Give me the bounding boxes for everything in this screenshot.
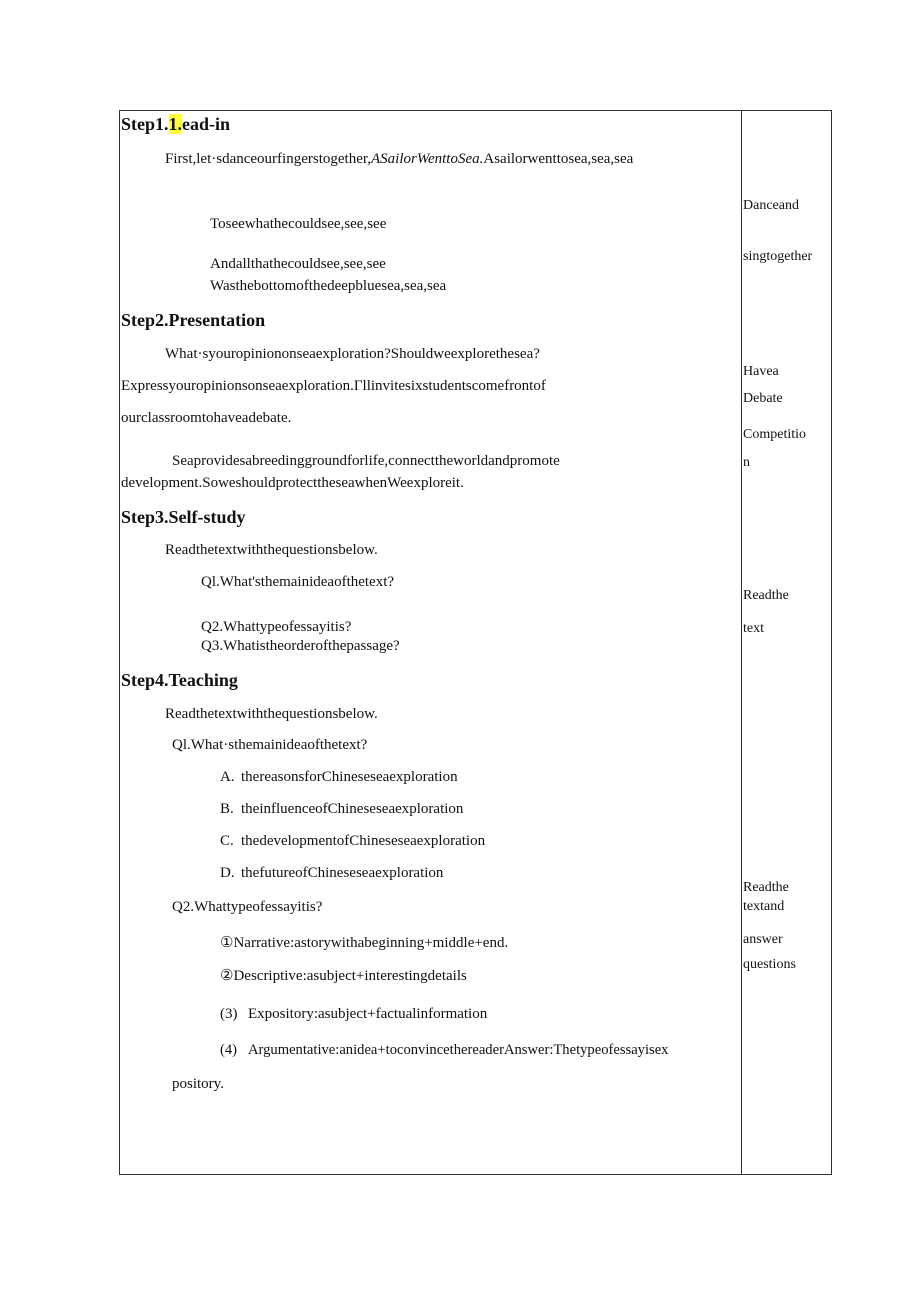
option-item: C. thedevelopmentofChineseseaexploration [220, 833, 486, 849]
activity-note: questions [743, 957, 796, 972]
step2-paragraph: Seaprovidesabreedinggroundforlife,connecttheworldandpromote [172, 453, 560, 469]
activity-note: Readthe [743, 880, 789, 895]
step1-heading: Step1.1.ead-in [121, 114, 231, 134]
column-divider [741, 110, 742, 1175]
essay-type-item: (4) Argumentative:anidea+toconvincethereaderAnswer:Thetypeofessayisex [220, 1042, 669, 1058]
highlighted-text: 1. [168, 114, 183, 134]
step4-heading: Step4.Teaching [121, 670, 238, 690]
option-item: D. thefutureofChineseseaexploration [220, 865, 444, 881]
essay-type-item: ②Descriptive:asubject+interestingdetails [220, 968, 467, 984]
step4-intro: Readthetextwiththequestionsbelow. [165, 706, 378, 722]
question: Ql.What·sthemainideaofthetext? [172, 737, 368, 753]
activity-note: Competitio [743, 427, 806, 442]
activity-note: text [743, 621, 764, 636]
activity-note: Havea [743, 364, 779, 379]
step3-heading: Step3.Self-study [121, 507, 246, 527]
activity-note: answer [743, 932, 783, 947]
lyric-line: Toseewhathecouldsee,see,see [210, 216, 387, 232]
activity-note: Danceand [743, 198, 799, 213]
lyric-line: Andallthathecouldsee,see,see [210, 256, 386, 272]
step2-paragraph: development.SoweshouldprotecttheseawhenWeexploreit. [121, 475, 464, 491]
activity-note: singtogether [743, 249, 813, 264]
step1-intro: First,let·sdanceourfingerstogether,ASailorWenttoSea.Asailorwenttosea,sea,sea [165, 151, 634, 167]
essay-type-item: (3) Expository:asubject+factualinformation [220, 1006, 488, 1022]
answer-continuation: pository. [172, 1076, 224, 1092]
step3-intro: Readthetextwiththequestionsbelow. [165, 542, 378, 558]
option-item: A. thereasonsforChineseseaexploration [220, 769, 458, 785]
essay-type-item: ①Narrative:astorywithabeginning+middle+end. [220, 935, 509, 951]
activity-note: Debate [743, 391, 783, 406]
option-item: B. theinfluenceofChineseseaexploration [220, 801, 464, 817]
question: Q2.Whattypeofessayitis? [172, 899, 323, 915]
activity-note: textand [743, 899, 785, 914]
step2-heading: Step2.Presentation [121, 310, 266, 330]
question: Q2.Whattypeofessayitis? [201, 619, 352, 635]
activity-note: Readthe [743, 588, 789, 603]
song-title: ASailorWenttoSea. [371, 151, 484, 167]
lyric-line: Wasthebottomofthedeepbluesea,sea,sea [210, 278, 447, 294]
step2-paragraph: ourclassroomtohaveadebate. [121, 410, 292, 426]
question: Q3.Whatistheorderofthepassage? [201, 638, 400, 654]
question: Ql.What'sthemainideaofthetext? [201, 574, 395, 590]
activity-note: n [743, 455, 750, 470]
step2-question: What·syouropiniononseaexploration?Shouldweexplorethesea? [165, 346, 540, 362]
step2-paragraph: Expressyouropinionsonseaexploration.Γllinvitesixstudentscomefrontof [121, 378, 546, 394]
